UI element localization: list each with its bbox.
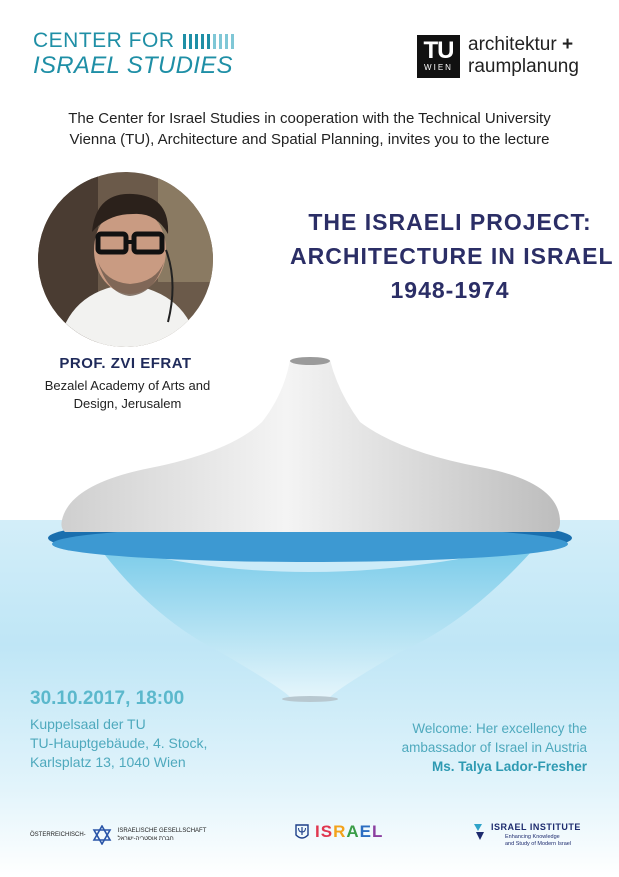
star-of-david-icon [92, 825, 112, 845]
tu-wien-mark: TU WIEN [417, 35, 460, 78]
cis-bars-icon [183, 34, 234, 49]
speaker-photo-icon [38, 172, 213, 347]
plus-icon: + [561, 34, 574, 55]
center-for-israel-studies-logo [33, 30, 234, 79]
tu-wien-logo [417, 34, 579, 78]
israel-institute-logo: ISRAEL INSTITUTE Enhancing Knowledge and Study of Modern Israel [472, 822, 581, 848]
tu-logo-line1: architektur [468, 34, 557, 55]
speaker-name: PROF. ZVI EFRAT [59, 355, 192, 372]
lecture-title: THE ISRAELI PROJECT: ARCHITECTURE IN ISRAEL 1948-1974 [290, 209, 614, 303]
israel-institute-mark-icon [472, 822, 486, 842]
tu-logo-line2: raumplanung [468, 56, 579, 77]
event-date-time: 30.10.2017, 18:00 [30, 688, 185, 709]
speaker-affiliation: Bezalel Academy of Arts and Design, Jerusalem [44, 378, 211, 411]
cis-logo-line2: ISRAEL STUDIES [33, 52, 233, 79]
israel-wordmark: ISRAEL [315, 822, 384, 841]
intro-text: The Center for Israel Studies in cooperation with the Technical University Vienna (TU), Architecture and Spatial Planning, invites you to the lecture [68, 110, 551, 148]
menorah-emblem-icon [295, 823, 309, 841]
welcome-note: Welcome: Her excellency the ambassador of Israel in Austria Ms. Talya Lador-Fresher [327, 719, 587, 776]
oesterreichisch-israelische-gesellschaft-logo: ÖSTERREICHISCH- ISRAELISCHE GESELLSCHAFT חברת אוסטריה-ישראל [30, 825, 206, 845]
israel-logo [295, 822, 383, 842]
speaker-portrait [38, 172, 213, 347]
ambassador-name: Ms. Talya Lador-Fresher [431, 759, 587, 774]
dome-sculpture-illustration [0, 352, 619, 712]
cis-logo-line1: CENTER FOR [33, 29, 175, 52]
event-venue: Kuppelsaal der TU TU-Hauptgebäude, 4. Stock, Karlsplatz 13, 1040 Wien [30, 716, 208, 770]
